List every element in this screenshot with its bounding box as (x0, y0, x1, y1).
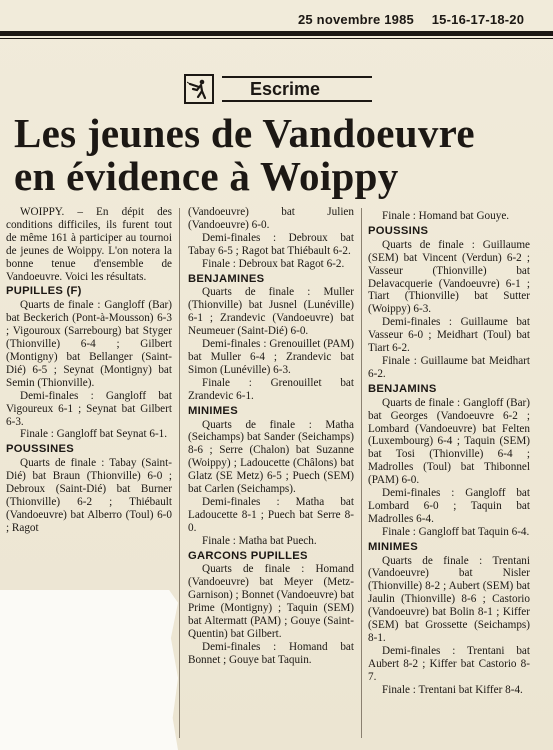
results-paragraph: Quarts de finale : Gangloff (Bar) bat Georges (Vandoeuvre 6-2 ; Lombard (Vandoeuvre) bat Felten (Luxembourg) 6-4 ; Taquin (SEM) bat Tosi (Thionville) 6-4 ; Madrolles (Toul) bat Thibonnel (PAM) 6-0. (368, 396, 530, 487)
results-paragraph: Finale : Homand bat Gouye. (382, 210, 510, 222)
results-paragraph: WOIPPY. – En dépit des conditions difficiles, ils furent tout de même 161 à participer au tournoi de jeunes de Woippy. L'on notera la bonne tenue d'ensemble de Vandoeuvre. Voici les résultats. (6, 206, 172, 283)
category-heading: BENJAMINES (188, 272, 265, 285)
results-paragraph: Finale : Guillaume bat Meidhart 6-2. (368, 354, 530, 380)
category-heading: BENJAMINS (368, 382, 437, 395)
header-rule (0, 31, 553, 36)
category-heading: MINIMES (188, 404, 238, 417)
results-paragraph: Finale : Matha bat Puech. (202, 534, 317, 547)
results-paragraph: Finale : Trentani bat Kiffer 8-4. (382, 683, 523, 696)
category-heading: PUPILLES (F) (6, 285, 82, 298)
fencer-icon (184, 74, 214, 104)
results-paragraph: Demi-finales : Gangloff bat Vigoureux 6-1 ; Seynat bat Gilbert 6-3. (6, 389, 172, 428)
text-column-1 (6, 206, 172, 535)
page-header (298, 12, 538, 27)
header-rule-thin (0, 38, 553, 39)
headline-line-1: Les jeunes de Vandoeuvre (14, 110, 475, 156)
category-heading: MINIMES (368, 540, 418, 553)
results-paragraph: Demi-finales : Guillaume bat Vasseur 6-0 ; Meidhart (Toul) bat Tiart 6-2. (368, 316, 530, 355)
results-paragraph: Quarts de finale : Guillaume (SEM) bat Vincent (Verdun) 6-2 ; Vasseur (Thionville) bat Delavacquerie (Vandoeuvre) 6-1 ; Tiart (Thionville) bat Sutter (Woippy) 6-3. (368, 238, 530, 316)
results-paragraph: Quarts de finale : Trentani (Vandoeuvre) bat Nisler (Thionville) 8-2 ; Aubert (SEM) bat Jaulin (Thionville) 8-6 ; Castorio (Vandoeuvre) bat Bolin 8-1 ; Kiffer (SEM) bat Grossette (Seichamps) 8-1. (368, 554, 530, 644)
results-paragraph: Demi-finales : Debroux bat Tabay 6-5 ; Ragot bat Thiébault 6-2. (188, 231, 354, 257)
results-paragraph: Finale : Grenouillet bat Zrandevic 6-1. (188, 376, 354, 402)
category-heading: POUSSINS (368, 224, 429, 237)
results-paragraph: Finale : Gangloff bat Seynat 6-1. (20, 428, 168, 441)
page-numbers: 15-16-17-18-20 (431, 12, 525, 27)
results-paragraph: Finale : Gangloff bat Taquin 6-4. (382, 525, 530, 538)
section-label: Escrime (222, 76, 372, 102)
results-paragraph: Quarts de finale : Homand (Vandoeuvre) bat Meyer (Metz-Garnison) ; Bonnet (Vandoeuvre) bat Prime (Montigny) ; Taquin (SEM) bat Altermatt (PAM) ; Gouye (Saint-Quentin) bat Gilbert. (188, 563, 354, 640)
results-paragraph: Quarts de finale : Matha (Seichamps) bat Sander (Seichamps) 8-6 ; Serre (Chalon) bat Suzanne (Woippy) ; Ladoucette (Châlons) bat Glatz (SE Metz) 6-5 ; Puech (SEM) bat Carlen (Seichamps). (188, 418, 354, 496)
headline-line-2: en évidence à Woippy (14, 153, 399, 199)
results-paragraph: (Vandoeuvre) bat Julien (Vandoeuvre) 6-0. (188, 206, 354, 231)
results-paragraph: Quarts de finale : Gangloff (Bar) bat Beckerich (Pont-à-Mousson) 6-3 ; Vigouroux (Sarrebourg) bat Styger (Thionville) 6-4 ; Gilbert (Montigny) bat Bellanger (Saint-Dié) 6-5 ; Seynat (Montigny) bat Semin (Thionville). (6, 299, 172, 389)
text-column-3 (368, 210, 530, 697)
results-paragraph: Demi-finales : Trentani bat Aubert 8-2 ; Kiffer bat Castorio 8-7. (368, 644, 530, 683)
results-paragraph: Demi-finales : Homand bat Bonnet ; Gouye bat Taquin. (188, 640, 354, 666)
category-heading: GARCONS PUPILLES (188, 549, 308, 562)
text-column-2 (188, 206, 354, 667)
results-paragraph: Demi-finales : Matha bat Ladoucette 8-1 ; Puech bat Serre 8-0. (188, 495, 354, 534)
issue-date: 25 novembre 1985 (298, 12, 414, 27)
section-rubric (184, 72, 372, 106)
column-divider (361, 208, 362, 738)
results-paragraph: Finale : Debroux bat Ragot 6-2. (202, 257, 345, 270)
column-divider (179, 208, 180, 738)
article-headline (14, 112, 475, 198)
results-paragraph: Demi-finales : Gangloff bat Lombard 6-0 ; Taquin bat Madrolles 6-4. (368, 487, 530, 525)
torn-paper-edge (0, 590, 178, 750)
category-heading: POUSSINES (6, 443, 74, 456)
results-paragraph: Demi-finales : Grenouillet (PAM) bat Muller 6-4 ; Zrandevic bat Simon (Lunéville) 6-3. (188, 338, 354, 376)
results-paragraph: Quarts de finale : Muller (Thionville) bat Jusnel (Lunéville) 6-1 ; Zrandevic (Vandoeuvre) bat Neumeuer (Saint-Dié) 6-0. (188, 286, 354, 338)
results-paragraph: Quarts de finale : Tabay (Saint-Dié) bat Braun (Thionville) 6-0 ; Debroux (Saint-Dié) bat Burner (Thionville) 6-2 ; Thiébault (Vandoeuvre) bat Alberro (Toul) 6-0 ; Ragot (6, 457, 172, 534)
